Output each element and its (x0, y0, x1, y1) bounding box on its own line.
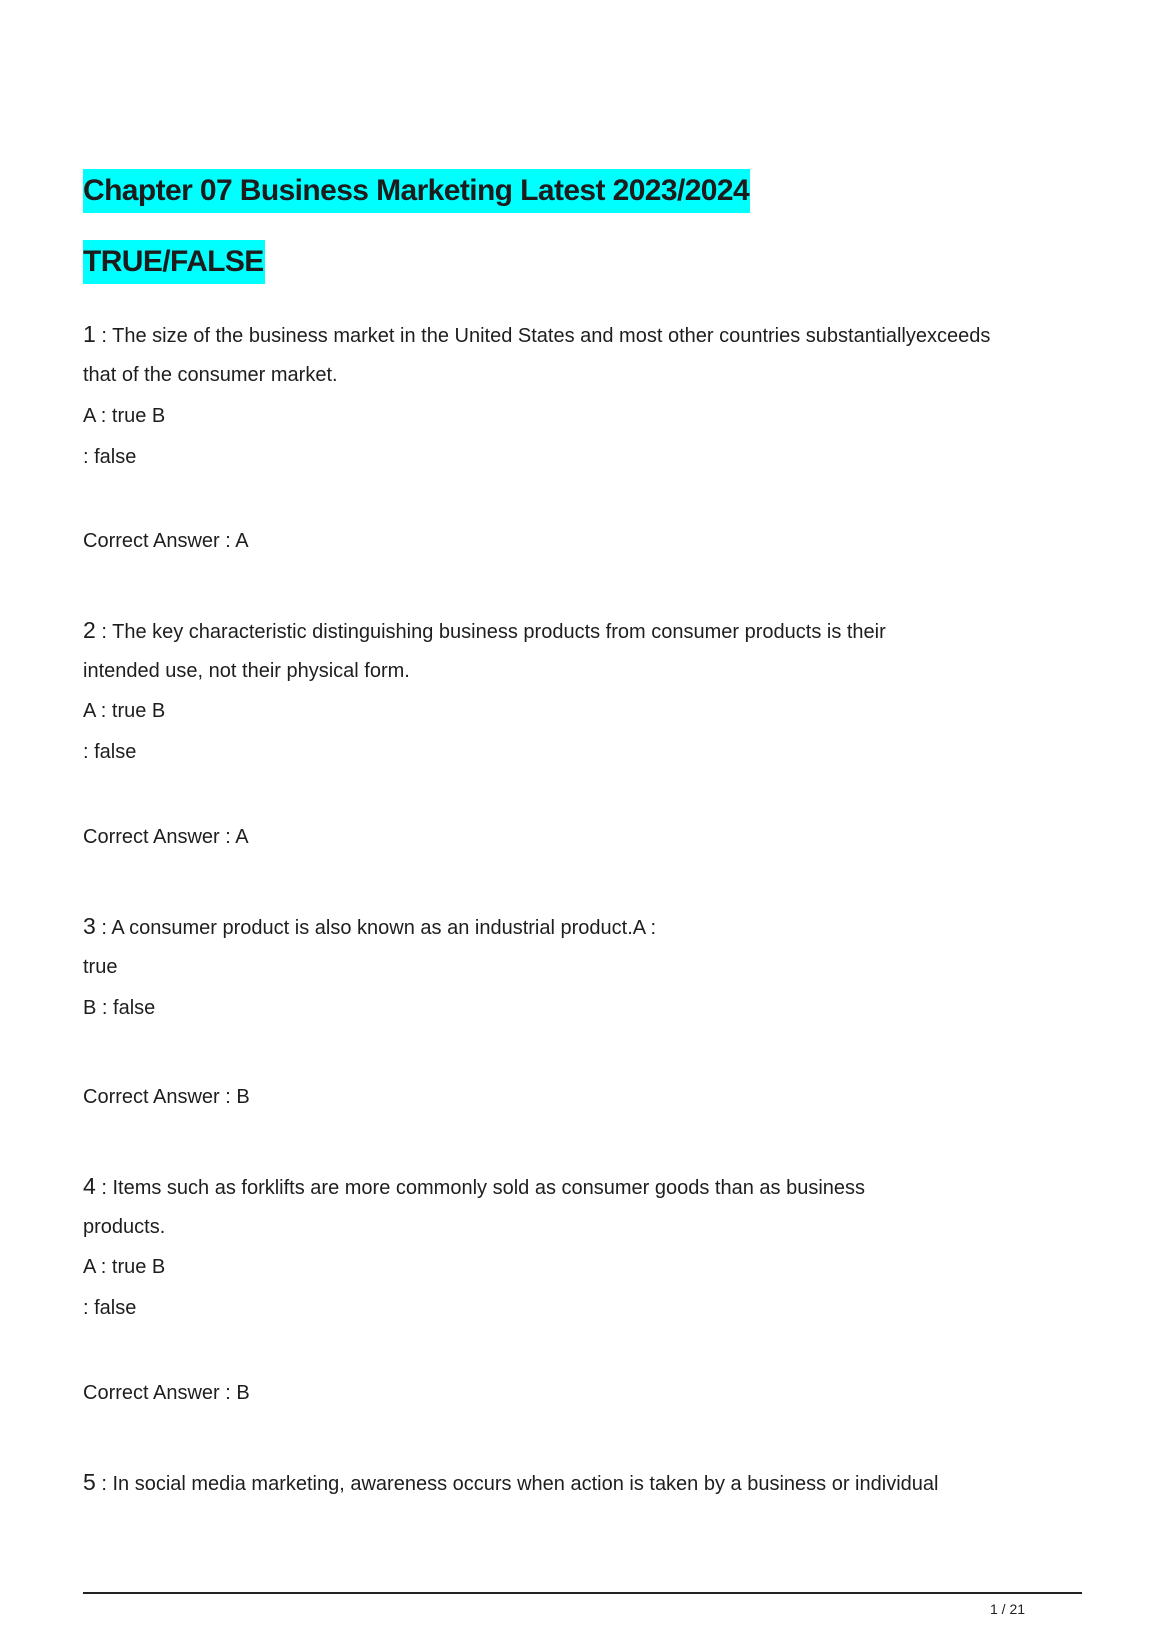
option-line: : false (83, 741, 137, 763)
question-text (83, 912, 656, 940)
correct-answer: Correct Answer : A (83, 826, 249, 848)
question-text-line: : A consumer product is also known as an industrial product.A : (95, 917, 657, 939)
option-line: A : true B (83, 405, 166, 427)
question-text-line: intended use, not their physical form. (83, 660, 410, 682)
question-text (83, 616, 886, 644)
footer-divider (83, 1592, 1082, 1594)
question-text (83, 1172, 865, 1200)
question-text-line: : Items such as forklifts are more commonly sold as consumer goods than as business (95, 1177, 866, 1199)
correct-answer: Correct Answer : A (83, 530, 249, 552)
option-line: : false (83, 1297, 137, 1319)
question-text-line: : The size of the business market in the United States and most other countries substantiallyexceeds (95, 325, 991, 347)
option-line: true (83, 956, 118, 978)
question-number: 4 (83, 1173, 96, 1199)
option-line: A : true B (83, 1256, 166, 1278)
question-text-line: : The key characteristic distinguishing business products from consumer products is their (95, 621, 886, 643)
correct-answer: Correct Answer : B (83, 1382, 250, 1404)
question-text-line: products. (83, 1216, 166, 1238)
question-text (83, 1468, 938, 1496)
question-text (83, 320, 990, 348)
document-title: Chapter 07 Business Marketing Latest 2023/2024 (83, 169, 750, 213)
option-line: A : true B (83, 700, 166, 722)
option-line: B : false (83, 997, 156, 1019)
correct-answer: Correct Answer : B (83, 1086, 250, 1108)
page-number: 1 / 21 (990, 1601, 1026, 1617)
question-text-line: that of the consumer market. (83, 364, 338, 386)
question-number: 2 (83, 617, 96, 643)
question-number: 3 (83, 913, 96, 939)
question-number: 5 (83, 1469, 96, 1495)
question-text-line: : In social media marketing, awareness occurs when action is taken by a business or individual (95, 1473, 939, 1495)
option-line: : false (83, 446, 137, 468)
section-heading: TRUE/FALSE (83, 240, 265, 284)
question-number: 1 (83, 321, 96, 347)
